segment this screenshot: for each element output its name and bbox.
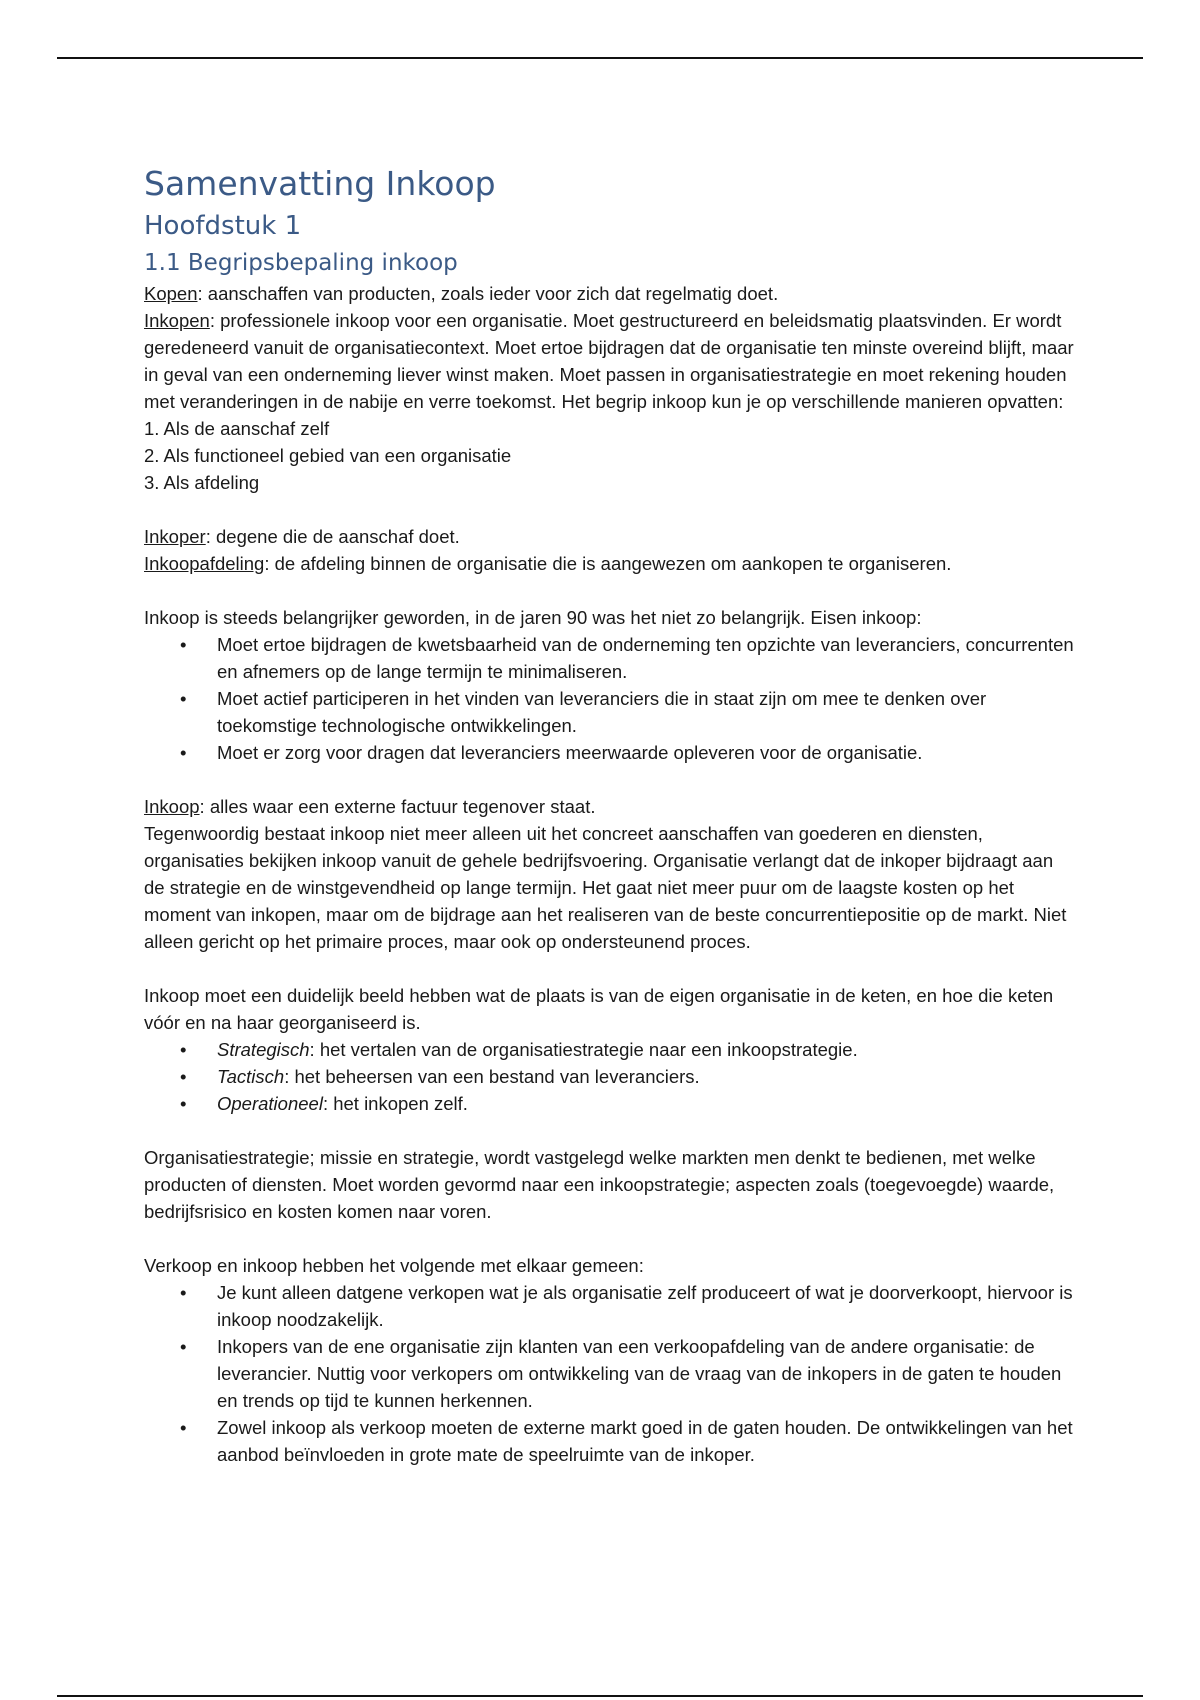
paragraph-eisen: Inkoop is steeds belangrijker geworden, in de jaren 90 was het niet zo belangrijk. Eisen inkoop: (144, 607, 922, 628)
paragraph-strategie: Organisatiestrategie; missie en strategie, wordt vastgelegd welke markten men denkt te bedienen, met welke producten of diensten. Moet worden gevormd naar een inkoopstrategie; aspecten zoals (toegevoegde) waarde, bedrijfsrisico en kosten komen naar voren. (144, 1147, 1055, 1222)
numbered-item: 3. Als afdeling (144, 472, 260, 493)
paragraph-keten: Inkoop moet een duidelijk beeld hebben wat de plaats is van de eigen organisatie in de keten, en hoe die keten vóór en na haar georganiseerd is. (144, 985, 1054, 1033)
chapter-heading: Hoofdstuk 1 (144, 211, 302, 241)
footer-rule (57, 1695, 1143, 1697)
document-body (144, 280, 1074, 1468)
list-item: • Moet actief participeren in het vinden van leveranciers die in staat zijn om mee te denken over toekomstige technologische ontwikkelingen. (144, 685, 1074, 739)
paragraph-verkoop: Verkoop en inkoop hebben het volgende met elkaar gemeen: (144, 1255, 644, 1276)
level-text: : het beheersen van een bestand van leveranciers. (284, 1066, 700, 1087)
level-term: Tactisch (217, 1066, 285, 1087)
list-item (144, 1063, 1074, 1090)
term: Inkoper (144, 526, 206, 547)
list-item: • Moet ertoe bijdragen de kwetsbaarheid van de onderneming ten opzichte van leveranciers, concurrenten en afnemers op de lange termijn te minimaliseren. (144, 631, 1074, 685)
definition-text: : alles waar een externe factuur tegenover staat. (199, 796, 596, 817)
definition-inkoper (144, 523, 1074, 550)
list-item (144, 1036, 1074, 1063)
bullet-list-verkoop (144, 1279, 1074, 1468)
document-title: Samenvatting Inkoop (144, 164, 496, 203)
list-item: • Inkopers van de ene organisatie zijn klanten van een verkoopafdeling van de andere organisatie: de leverancier. Nuttig voor verkopers om ontwikkeling van de vraag van de inkopers in de gaten te houden en trends op tijd te kunnen herkennen. (144, 1333, 1074, 1414)
list-item (144, 1090, 1074, 1117)
bullet-list-levels (144, 1036, 1074, 1117)
list-item: • Zowel inkoop als verkoop moeten de externe markt goed in de gaten houden. De ontwikkelingen van het aanbod beïnvloeden in grote mate de speelruimte van de inkoper. (144, 1414, 1074, 1468)
header-rule (57, 57, 1143, 59)
list-item: • Je kunt alleen datgene verkopen wat je als organisatie zelf produceert of wat je doorverkoopt, hiervoor is inkoop noodzakelijk. (144, 1279, 1074, 1333)
definition-text: : de afdeling binnen de organisatie die is aangewezen om aankopen te organiseren. (264, 553, 952, 574)
bullet-list-eisen (144, 631, 1074, 766)
section-heading: 1.1 Begripsbepaling inkoop (144, 250, 458, 276)
definition-kopen (144, 280, 1074, 307)
term: Inkopen (144, 310, 210, 331)
term: Kopen (144, 283, 198, 304)
document-page (144, 162, 1074, 1468)
numbered-item: 2. Als functioneel gebied van een organisatie (144, 445, 512, 466)
definition-inkopen (144, 307, 1074, 415)
definition-text: : aanschaffen van producten, zoals ieder voor zich dat regelmatig doet. (197, 283, 779, 304)
definition-text: : professionele inkoop voor een organisatie. Moet gestructureerd en beleidsmatig plaatsvinden. Er wordt geredeneerd vanuit de organisatiecontext. Moet ertoe bijdragen dat de organisatie ten minste overeind blijft, maar in geval van een onderneming liever winst maken. Moet passen in organisatiestrategie en moet rekening houden met veranderingen in de nabije en verre toekomst. Het begrip inkoop kun je op verschillende manieren opvatten: (144, 310, 1074, 412)
level-text: : het vertalen van de organisatiestrategie naar een inkoopstrategie. (309, 1039, 858, 1060)
term: Inkoop (144, 796, 200, 817)
definition-inkoop (144, 793, 1074, 820)
level-term: Operationeel (217, 1093, 323, 1114)
definition-text: : degene die de aanschaf doet. (205, 526, 460, 547)
paragraph-tegenwoordig: Tegenwoordig bestaat inkoop niet meer alleen uit het concreet aanschaffen van goederen en diensten, organisaties bekijken inkoop vanuit de gehele bedrijfsvoering. Organisatie verlangt dat de inkoper bijdraagt aan de strategie en de winstgevendheid op lange termijn. Het gaat niet meer puur om de laagste kosten op het moment van inkopen, maar om de bijdrage aan het realiseren van de beste concurrentiepositie op de markt. Niet alleen gericht op het primaire proces, maar ook op ondersteunend proces. (144, 823, 1067, 952)
list-item: • Moet er zorg voor dragen dat leveranciers meerwaarde opleveren voor de organisatie. (144, 739, 1074, 766)
level-term: Strategisch (217, 1039, 310, 1060)
term: Inkoopafdeling (144, 553, 265, 574)
definition-inkoopafdeling (144, 550, 1074, 577)
level-text: : het inkopen zelf. (322, 1093, 468, 1114)
numbered-item: 1. Als de aanschaf zelf (144, 418, 330, 439)
